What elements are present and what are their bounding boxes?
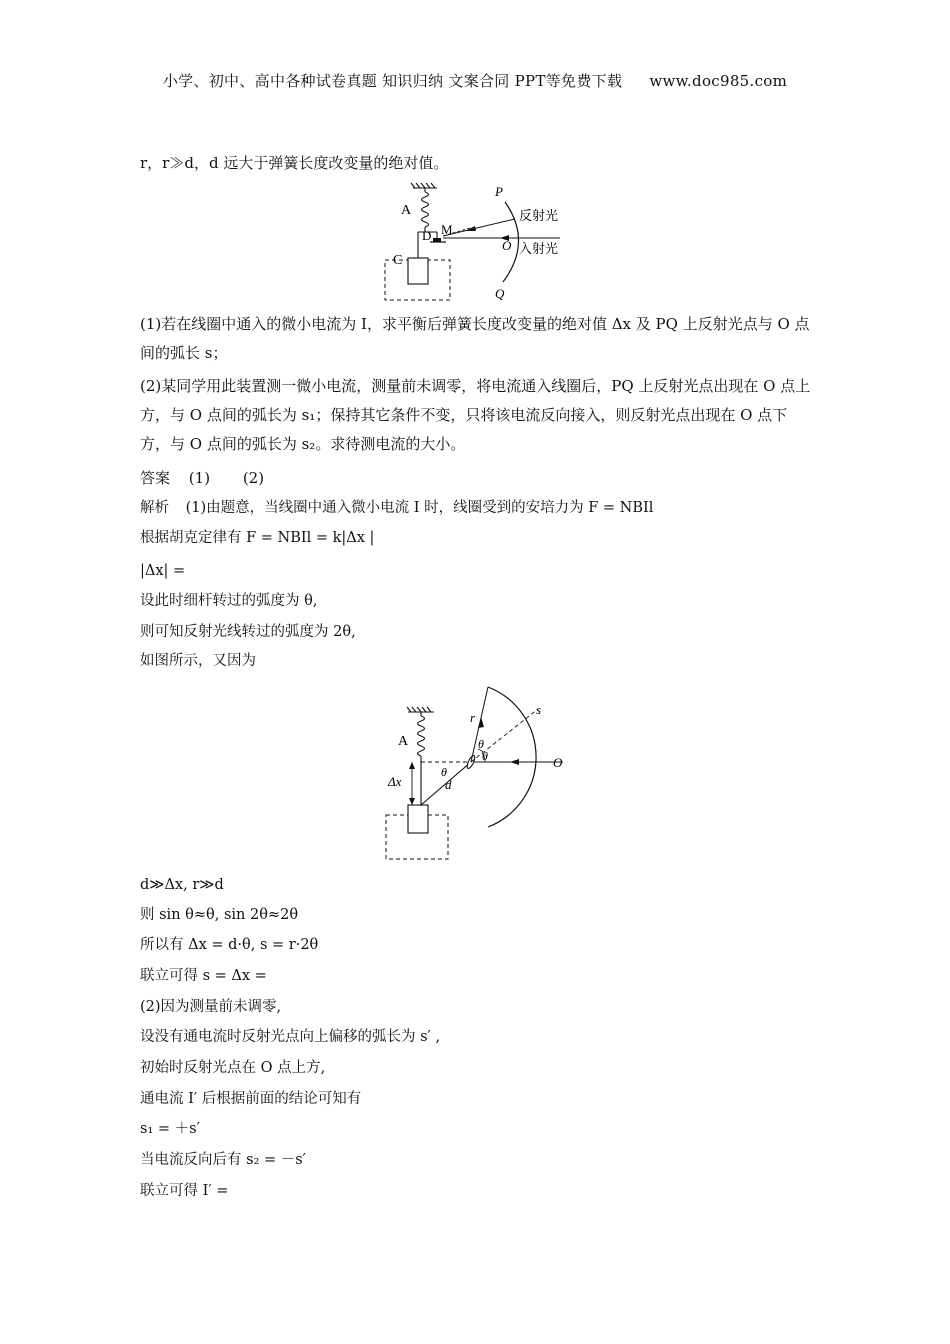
label-d: d (445, 777, 452, 792)
ceiling-mount (411, 183, 437, 192)
after-line-8: 通电流 I′ 后根据前面的结论可知有 (140, 1091, 362, 1107)
label-theta-top: θ (478, 737, 484, 751)
label-C: C (393, 253, 403, 268)
after-line-11: 联立可得 I′ = (140, 1183, 229, 1199)
analysis-text-1: (1)由题意，当线圈中通入微小电流 I 时，线圈受到的安培力为 F = NBIl (185, 500, 654, 516)
analysis-line-5: 则可知反射光线转过的弧度为 2θ, (140, 624, 356, 640)
page-header (0, 70, 950, 91)
question-1: (1)若在线圈中通入的微小电流为 I，求平衡后弹簧长度改变量的绝对值 Δx 及 PQ 上反射光点与 O 点间的弧长 s； (140, 315, 810, 362)
incident-arrow-2 (510, 759, 519, 765)
after-line-5: (2)因为测量前未调零, (140, 999, 282, 1015)
analysis-line-3: |Δx| = (140, 563, 186, 579)
analysis-label: 解析 (140, 500, 169, 516)
label-O: O (502, 238, 512, 253)
after-line-2: 则 sin θ≈θ, sin 2θ≈2θ (140, 907, 299, 923)
coil-block-2 (408, 805, 428, 833)
answer-part-2: (2) (242, 469, 265, 487)
intro-line: r，r≫d，d 远大于弹簧长度改变量的绝对值。 (140, 154, 449, 172)
dx-arrow-bottom (409, 798, 415, 805)
after-line-10: 当电流反向后有 s₂ = －s′ (140, 1152, 306, 1168)
label-A-2: A (398, 734, 409, 749)
after-line-3: 所以有 Δx = d·θ, s = r·2θ (140, 937, 319, 953)
label-A: A (401, 203, 412, 218)
analysis-line-1 (140, 498, 653, 518)
header-text: 小学、初中、高中各种试卷真题 知识归纳 文案合同 PPT等免费下载 (162, 72, 623, 90)
after-line-6: 设没有通电流时反射光点向上偏移的弧长为 s′ , (140, 1029, 441, 1045)
after-line-1: d≫Δx, r≫d (140, 877, 224, 893)
mirror-M (433, 238, 441, 242)
dx-arrow-top (409, 762, 415, 769)
screen-arc (488, 687, 536, 827)
answer-part-1: (1) (188, 469, 211, 487)
question-2: (2)某同学用此装置测一微小电流，测量前未调零，将电流通入线圈后，PQ 上反射光点出现在 O 点上方，与 O 点间的弧长为 s₁；保持其它条件不变，只将该电流反向接入，则反射光点出现在 O 点下方，与 O 点间的弧长为 s₂。求待测电流的大小。 (140, 377, 811, 453)
figure-1-apparatus (375, 180, 575, 305)
after-line-7: 初始时反射光点在 O 点上方, (140, 1060, 326, 1076)
label-P: P (495, 184, 503, 199)
label-Q: Q (495, 286, 505, 301)
label-O-2: O (553, 755, 563, 770)
label-theta-bottom: θ (482, 749, 488, 763)
label-incident: 入射光 (519, 241, 559, 256)
label-reflected: 反射光 (519, 208, 559, 223)
label-r: r (470, 710, 476, 725)
coil-block (408, 258, 428, 284)
reflected-arrow (465, 226, 476, 231)
reflected-arrow-r (478, 717, 484, 728)
analysis-line-6: 如图所示，又因为 (140, 653, 256, 669)
label-dx: Δx (388, 774, 402, 789)
after-line-4: 联立可得 s = Δx = (140, 968, 267, 984)
label-theta-left: θ (441, 765, 447, 779)
label-D: D (422, 228, 432, 243)
header-url[interactable]: www.doc985.com (649, 72, 788, 90)
spring-2 (418, 716, 425, 756)
analysis-line-2: 根据胡克定律有 F = NBIl = k|Δx | (140, 530, 375, 546)
label-M: M (441, 222, 453, 237)
figure-2-geometry (378, 682, 578, 862)
label-s: s (536, 702, 542, 717)
ceiling-mount-2 (407, 707, 434, 716)
spring (422, 192, 429, 227)
analysis-line-4: 设此时细杆转过的弧度为 θ, (140, 593, 318, 609)
answer-label: 答案 (140, 469, 171, 487)
answer-line (140, 468, 264, 488)
after-line-9: s₁ = ＋s′ (140, 1121, 200, 1137)
reflected-ray (443, 219, 515, 236)
